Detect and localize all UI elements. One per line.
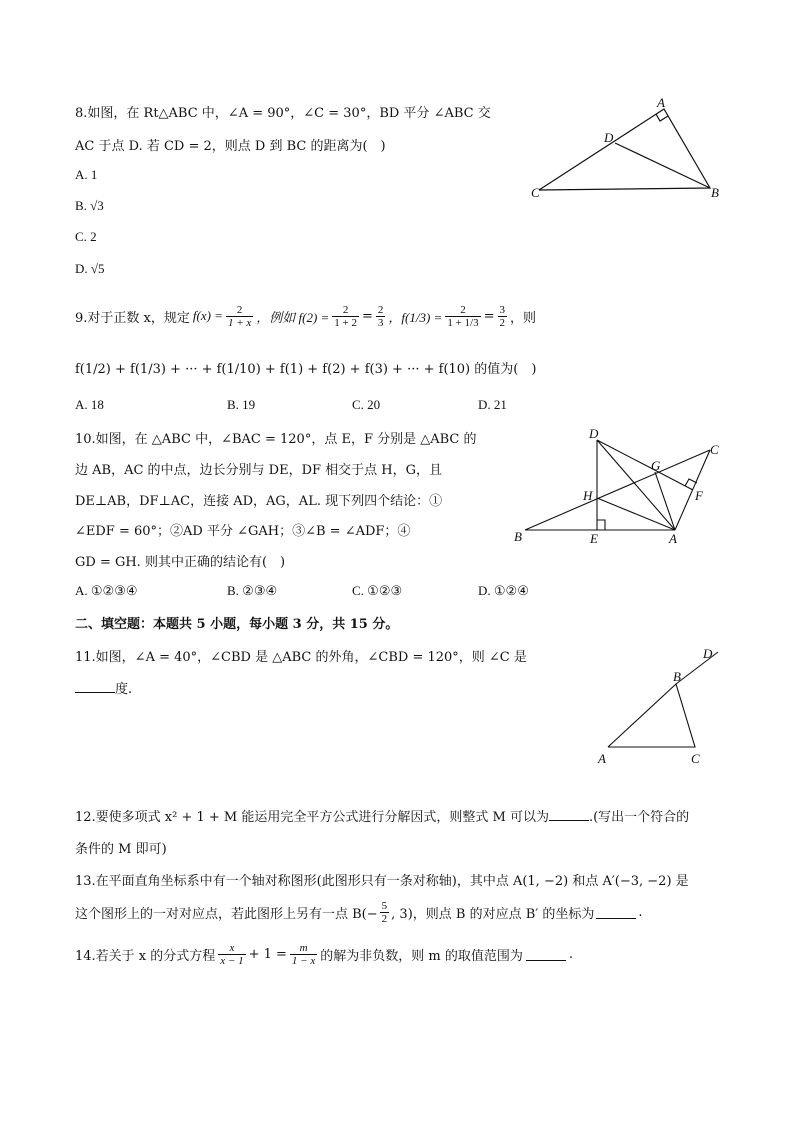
q14-condition: 的解为非负数，则 m 的取值范围为 xyxy=(320,948,523,964)
q9-intro: 9.对于正数 x，规定 xyxy=(75,310,190,326)
q10-line1: 10.如图，在 △ABC 中，∠BAC = 120°，点 E，F 分别是 △ABC 的 xyxy=(75,432,477,447)
q8-line1: 8.如图，在 Rt△ABC 中，∠A = 90°，∠C = 30°，BD 平分 ∠ABC 交 xyxy=(75,106,491,121)
q8-option-d: D. √5 xyxy=(75,261,105,276)
q9-ex2-eq: = xyxy=(483,308,495,324)
q12-answer-blank[interactable] xyxy=(549,808,589,821)
q13-prompt-mid: , 3)，则点 B 的对应点 B′ 的坐标为 xyxy=(391,906,595,922)
q10-line3: DE⊥AB，DF⊥AC，连接 AD，AG，AL. 现下列四个结论：① xyxy=(75,494,443,509)
q14-fraction-1: $\frac{x}{x - 1}$ xyxy=(220,941,244,967)
q10-line-ah xyxy=(597,498,675,530)
q9-example: ，例如 f(2) = xyxy=(256,309,330,325)
q9-ex1-fraction: $\frac{2}{1 + 2}$ xyxy=(334,303,358,329)
q9-fdef: f(x) = xyxy=(192,308,223,323)
q10-option-b: B. ②③④ xyxy=(227,583,278,598)
q8-label-a: A xyxy=(657,98,665,110)
q10-line-df xyxy=(597,440,693,490)
q11-label-b: B xyxy=(673,669,681,684)
q8-triangle xyxy=(539,109,710,190)
q14-answer-blank[interactable] xyxy=(526,948,566,961)
q8-label-c: C xyxy=(531,185,540,200)
q9-option-b: B. 19 xyxy=(227,397,256,412)
q10-right-angle-e xyxy=(597,520,605,530)
q14-fraction-2: $\frac{m}{1 - x}$ xyxy=(291,941,316,967)
q10-label-e: E xyxy=(590,531,598,546)
q10-label-g: G xyxy=(651,458,661,473)
q8-label-b: B xyxy=(711,185,719,200)
q11-line1: 11.如图，∠A = 40°，∠CBD 是 △ABC 的外角，∠CBD = 120°，则 ∠C 是 xyxy=(75,650,527,665)
q9-example2: ，f(1/3) = xyxy=(388,309,443,325)
q10-line-ad xyxy=(597,440,675,530)
q12-line1 xyxy=(75,806,689,825)
q10-line4: ∠EDF = 60°；②AD 平分 ∠GAH；③∠B = ∠ADF；④ xyxy=(75,524,411,539)
q9-def-fraction: $\frac{2}{1 + x}$ xyxy=(227,303,252,329)
q8-bisector-bd xyxy=(615,143,710,188)
q13-b-fraction: $\frac{5}{2}$ xyxy=(381,899,388,925)
q9-option-d: D. 21 xyxy=(478,397,507,412)
q13-line2 xyxy=(75,896,643,928)
q9-ex1-eq: = xyxy=(362,308,373,324)
q10-option-d: D. ①②④ xyxy=(478,583,529,598)
q14-mid: + 1 = xyxy=(248,946,287,962)
q9-ex1-result: $\frac{2}{3}$ xyxy=(377,303,384,329)
q10-figure xyxy=(505,420,735,550)
q8-line2: AC 于点 D. 若 CD = 2，则点 D 到 BC 的距离为( ) xyxy=(75,139,386,154)
q8-right-angle-mark xyxy=(656,114,668,121)
q10-line2: 边 AB，AC 的中点，边长分别与 DE，DF 相交于点 H，G，且 xyxy=(75,463,443,478)
q12-line2: 条件的 M 即可) xyxy=(75,842,167,857)
q13-line1: 13.在平面直角坐标系中有一个轴对称图形(此图形只有一条对称轴)，其中点 A(1, −2) 和点 A′(−3, −2) 是 xyxy=(75,874,689,889)
q9-line2: f(1/2) + f(1/3) + ··· + f(1/10) + f(1) + f(2) + f(3) + ··· + f(10) 的值为( ) xyxy=(75,362,537,377)
q10-label-f: F xyxy=(695,488,703,503)
q14-end: . xyxy=(568,946,573,962)
q10-option-a: A. ①②③④ xyxy=(75,583,138,598)
q9-option-c: C. 20 xyxy=(352,397,381,412)
q9-line1 xyxy=(75,300,536,332)
q10-label-h: H xyxy=(583,488,593,503)
q12-note: .(写出一个符合的 xyxy=(588,810,690,825)
q8-option-a: A. 1 xyxy=(75,167,98,182)
q8-figure xyxy=(525,98,730,203)
q13-end: . xyxy=(638,904,643,920)
q10-label-c: C xyxy=(710,442,719,457)
q10-option-c: C. ①②③ xyxy=(352,583,403,598)
q13-answer-blank[interactable] xyxy=(596,906,636,919)
q10-label-b: B xyxy=(514,529,522,544)
section-heading: 二、填空题：本题共 5 小题，每小题 3 分，共 15 分。 xyxy=(75,617,399,632)
q14-line xyxy=(75,938,573,970)
q9-option-a: A. 18 xyxy=(75,397,104,412)
q11-line2 xyxy=(75,678,132,697)
q8-option-c: C. 2 xyxy=(75,229,97,244)
q10-label-a: A xyxy=(669,531,677,546)
q8-option-b: B. √3 xyxy=(75,198,104,213)
q11-triangle xyxy=(608,684,695,747)
q11-unit: 度. xyxy=(115,682,133,697)
q11-label-c: C xyxy=(691,751,700,766)
q11-label-a: A xyxy=(598,751,606,766)
q10-side-bc xyxy=(525,450,710,530)
q9-ex2-result: $\frac{3}{2}$ xyxy=(499,303,505,329)
q9-then: ，则 xyxy=(510,310,537,326)
q14-prompt: 14.若关于 x 的分式方程 xyxy=(75,948,216,964)
q11-figure xyxy=(590,645,730,770)
q8-label-d: D xyxy=(604,130,614,145)
q11-answer-blank[interactable] xyxy=(75,680,115,693)
q13-prompt: 这个图形上的一对对应点，若此图形上另有一点 B(− xyxy=(75,906,378,922)
q10-label-d: D xyxy=(589,426,599,441)
q12-prompt: 12.要使多项式 x² + 1 + M 能运用完全平方公式进行分解因式，则整式 M 可以为 xyxy=(75,810,549,825)
q9-ex2-fraction: $\frac{2}{1 + 1/3}$ xyxy=(447,303,479,329)
q10-line-ag xyxy=(655,472,675,530)
q11-label-d: D xyxy=(703,646,713,661)
q10-line5: GD = GH. 则其中正确的结论有( ) xyxy=(75,555,286,570)
